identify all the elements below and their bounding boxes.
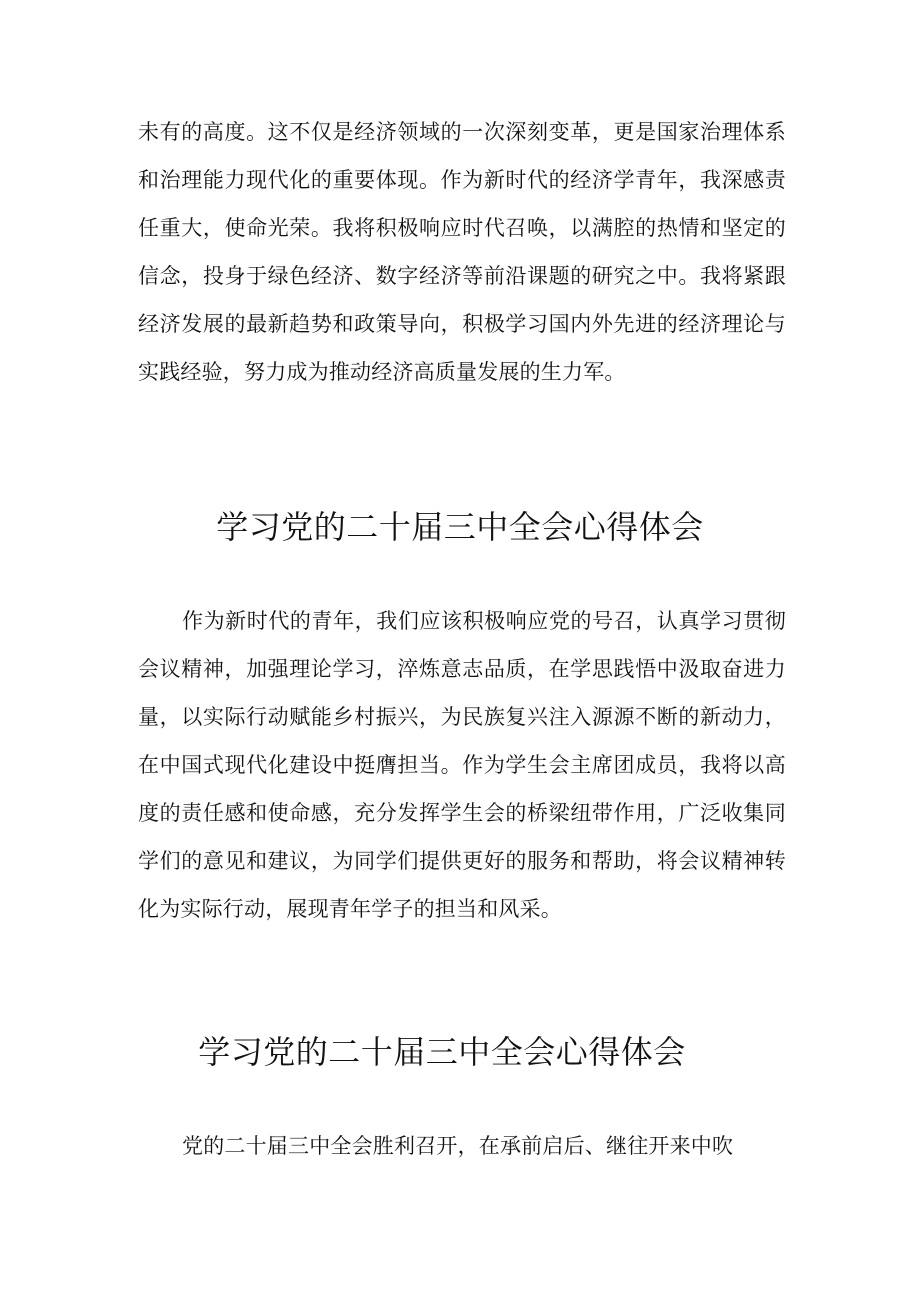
section-heading-2: 学习党的二十届三中全会心得体会 — [198, 1033, 686, 1071]
paragraph-continuation: 未有的高度。这不仅是经济领域的一次深刻变革，更是国家治理体系和治理能力现代化的重要体现。作为新时代的经济学青年，我深感责任重大，使命光荣。我将积极响应时代召唤，以满腔的热情和坚定的信念，投身于绿色经济、数字经济等前沿课题的研究之中。我将紧跟经济发展的最新趋势和政策导向，积极学习国内外先进的经济理论与实践经验，努力成为推动经济高质量发展的生力军。 — [138, 120, 786, 384]
section-heading-1: 学习党的二十届三中全会心得体会 — [216, 508, 704, 546]
paragraph-section-1: 作为新时代的青年，我们应该积极响应党的号召，认真学习贯彻会议精神，加强理论学习，淬炼意志品质，在学思践悟中汲取奋进力量，以实际行动赋能乡村振兴，为民族复兴注入源源不断的新动力，在中国式现代化建设中挺膺担当。作为学生会主席团成员，我将以高度的责任感和使命感，充分发挥学生会的桥梁纽带作用，广泛收集同学们的意见和建议，为同学们提供更好的服务和帮助，将会议精神转化为实际行动，展现青年学子的担当和风采。 — [138, 609, 786, 921]
paragraph-section-2: 党的二十届三中全会胜利召开，在承前启后、继往开来中吹 — [182, 1134, 734, 1158]
